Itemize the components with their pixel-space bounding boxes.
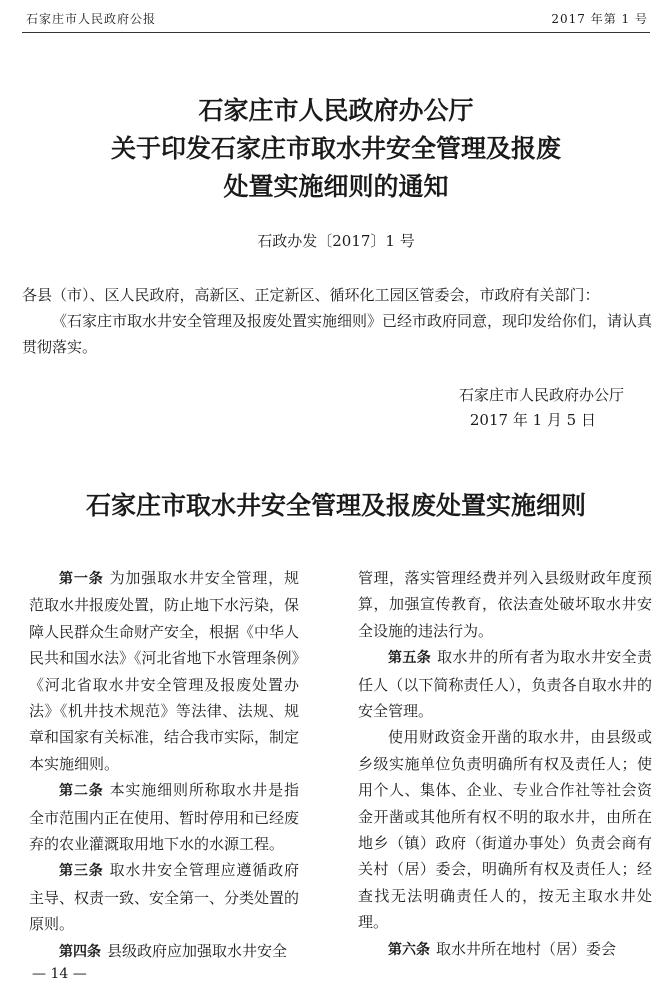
rules-right-column: [358, 565, 652, 963]
running-header: [22, 6, 650, 33]
notice-body: 《石家庄市取水井安全管理及报废处置实施细则》已经市政府同意，现印发给你们，请认真贯彻落实。: [22, 312, 653, 356]
article-text: 本实施细则所称取水井是指全市范围内正在使用、暂时停用和已经废弃的农业灌溉取用地下水的水源工程。: [29, 781, 300, 854]
notice-title-line: 处置实施细则的通知: [223, 172, 449, 201]
notice-title: [0, 92, 672, 206]
article-text: 为加强取水井安全管理，规范取水井报废处置，防止地下水污染，保障人民群众生命财产安全，根据《中华人民共和国水法》《河北省地下水管理条例》《河北省取水井安全管理及报废处置办法》《机井技术规范》等法律、法规、规章和国家有关标准，结合我市实际，制定本实施细则。: [29, 569, 300, 773]
article-continuation: [358, 565, 652, 644]
page-number: — 14 —: [32, 966, 87, 982]
publication-name: 石家庄市人民政府公报: [26, 12, 157, 26]
notice-title-line: 石家庄市人民政府办公厅: [198, 96, 474, 125]
signature-org: 石家庄市人民政府办公厅: [458, 386, 624, 404]
article-label: 第二条: [59, 783, 104, 800]
addressee: 各县（市）、区人民政府，高新区、正定新区、循环化工园区管委会，市政府有关部门：: [22, 286, 600, 304]
signature: [459, 383, 624, 433]
rules-title: 石家庄市取水井安全管理及报废处置实施细则: [85, 491, 586, 520]
article-paragraph: [29, 938, 299, 965]
article-paragraph: [29, 857, 299, 937]
article-text: 取水井所在地村（居）委会: [436, 939, 617, 958]
article-label: 第三条: [59, 863, 104, 880]
notice-title-line: 关于印发石家庄市取水井安全管理及报废: [110, 134, 561, 163]
article-paragraph: [358, 724, 652, 935]
article-paragraph: [358, 936, 652, 963]
document-number: 石政办发〔2017〕1 号: [257, 232, 415, 250]
article-label: 第一条: [59, 571, 104, 587]
article-text: 县级政府应加强取水井安全: [107, 941, 288, 960]
article-paragraph: [29, 565, 299, 777]
rules-left-column: [29, 565, 299, 965]
article-label: 第四条: [59, 943, 101, 960]
article-paragraph: [29, 777, 299, 857]
article-text: 取水井的所有者为取水井安全责任人（以下简称责任人），负责各自取水井的安全管理。: [358, 648, 652, 721]
signature-date: 2017 年 1 月 5 日: [469, 411, 596, 429]
article-text: 取水井安全管理应遵循政府主导、权责一致、安全第一、分类处置的原则。: [29, 861, 300, 934]
issue-number: 2017 年第 1 号: [551, 12, 648, 26]
article-text: 使用财政资金开凿的取水井，由县级或乡级实施单位负责明确所有权及责任人；使用个人、集体、企业、专业合作社等社会资金开凿或其他所有权不明的取水井，由所在地乡（镇）政府（街道办事处）负责会商有关村（居）委会，明确所有权及责任人；经查找无法明确责任人的，按无主取水井处理。: [358, 728, 652, 932]
article-paragraph: [358, 644, 652, 724]
article-label: 第六条: [388, 941, 430, 958]
article-label: 第五条: [388, 650, 432, 667]
article-text: 管理，落实管理经费并列入县级财政年度预算，加强宣传教育，依法查处破坏取水井安全设施的违法行为。: [358, 569, 652, 640]
